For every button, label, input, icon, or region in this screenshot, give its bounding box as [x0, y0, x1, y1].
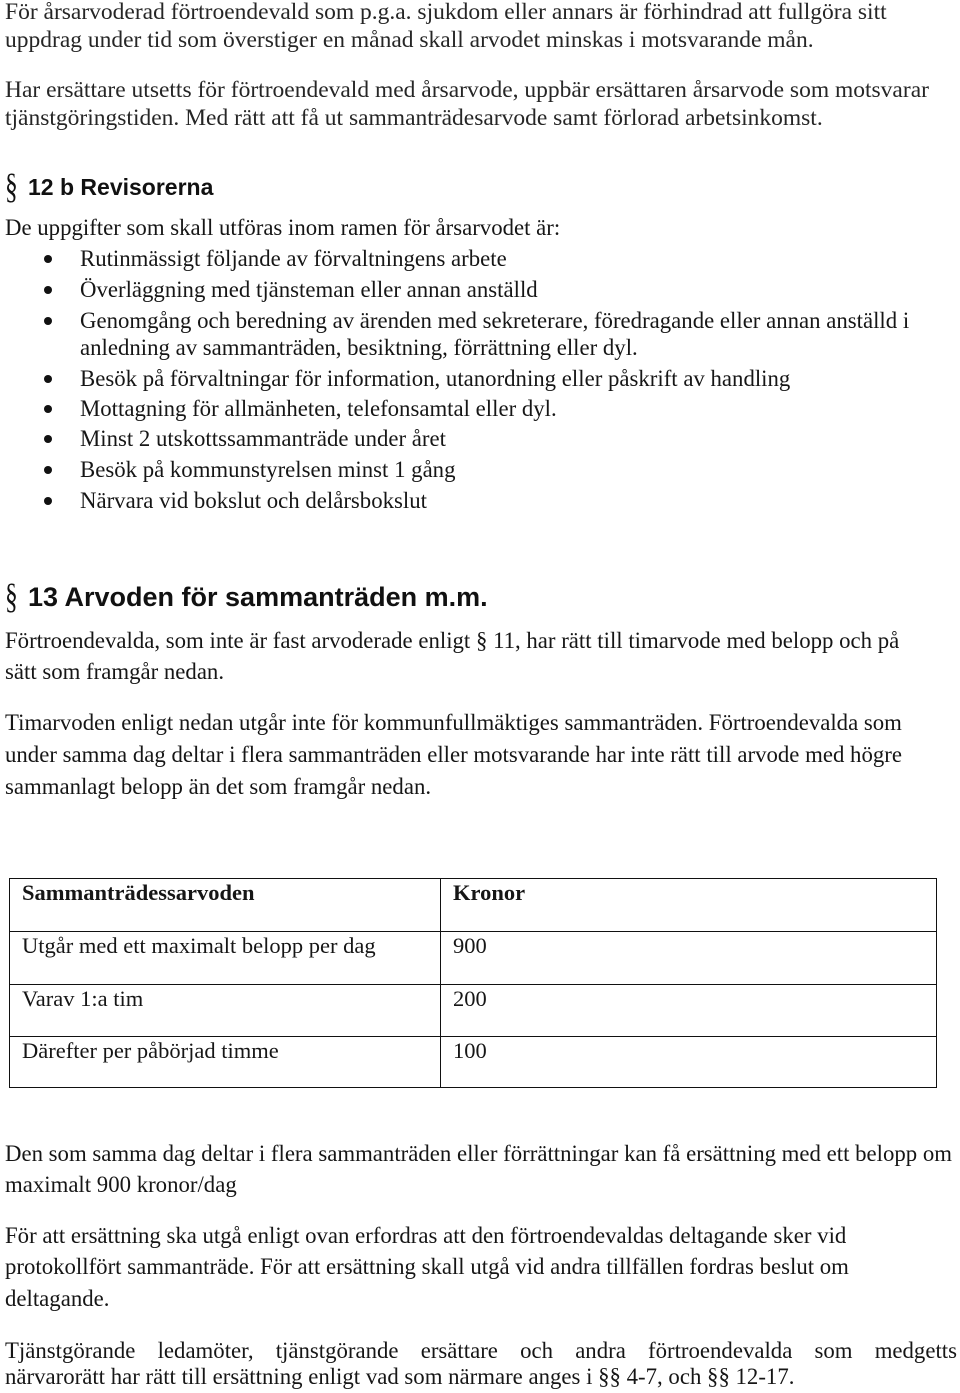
section-lead: De uppgifter som skall utföras inom ramen för årsarvodet är:: [5, 215, 561, 240]
list-item-text: Genomgång och beredning av ärenden med sekreterare, föredragande eller annan anställd i: [80, 308, 910, 333]
list-item-text: Besök på kommunstyrelsen minst 1 gång: [80, 457, 456, 482]
section-title: 12 b Revisorerna: [28, 173, 214, 200]
paragraph-line: deltagande.: [5, 1286, 110, 1311]
list-item-text: Besök på förvaltningar för information, utanordning eller påskrift av handling: [80, 366, 791, 391]
paragraph-line: uppdrag under tid som överstiger en månad skall arvodet minskas i motsvarande mån.: [5, 27, 814, 53]
fee-table: [9, 878, 937, 1088]
section-sign: §: [5, 166, 18, 207]
bullet-icon: [44, 286, 52, 294]
list-item-text: anledning av sammanträden, besiktning, förrättning eller dyl.: [80, 335, 638, 360]
paragraph-line: maximalt 900 kronor/dag: [5, 1172, 237, 1197]
paragraph-line: tjänstgöringstiden. Med rätt att få ut sammanträdesarvode samt förlorad arbetsinkomst.: [5, 105, 823, 131]
paragraph-line: För att ersättning ska utgå enligt ovan erfordras att den förtroendevaldas deltagande sker vid: [5, 1223, 847, 1248]
paragraph-line: sammanlagt belopp än det som framgår nedan.: [5, 774, 432, 799]
table-cell: Varav 1:a tim: [10, 985, 441, 1036]
table-header-cell: Kronor: [453, 880, 526, 905]
table-cell: Därefter per påbörjad timme: [10, 1037, 441, 1087]
section-heading-12b: [5, 166, 214, 207]
table-cell: 900: [453, 933, 487, 958]
paragraph-line: närvarorätt har rätt till ersättning enligt vad som närmare anges i §§ 4-7, och §§ 12-17.: [5, 1364, 795, 1389]
bullet-icon: [44, 375, 52, 383]
paragraph-line: Den som samma dag deltar i flera sammanträden eller förrättningar kan få ersättning med ett belopp om: [5, 1141, 952, 1166]
paragraph-line: Förtroendevalda, som inte är fast arvoderade enligt § 11, har rätt till timarvode med belopp och på: [5, 628, 900, 653]
list-item: [0, 487, 960, 515]
table-row: [10, 932, 936, 985]
bullet-icon: [44, 435, 52, 443]
table-header-row: [10, 879, 936, 932]
list-item-text: Närvara vid bokslut och delårsbokslut: [80, 488, 427, 513]
list-item-text: Överläggning med tjänsteman eller annan anställd: [80, 277, 538, 302]
list-item: [0, 365, 960, 393]
bullet-icon: [44, 317, 52, 325]
table-cell: 200: [453, 986, 487, 1011]
table-cell: Utgår med ett maximalt belopp per dag: [10, 932, 441, 984]
bullet-icon: [44, 405, 52, 413]
paragraph-line: protokollfört sammanträde. För att ersättning skall utgå vid andra tillfällen fordras beslut om: [5, 1254, 849, 1279]
list-item: [0, 456, 960, 484]
section-heading-13: [5, 576, 488, 617]
bullet-icon: [44, 497, 52, 505]
table-header-cell: Sammanträdessarvoden: [10, 879, 441, 931]
list-item: [0, 245, 960, 273]
list-item-text: Mottagning för allmänheten, telefonsamtal eller dyl.: [80, 396, 557, 421]
paragraph-line: För årsarvoderad förtroendevald som p.g.a. sjukdom eller annars är förhindrad att fullgöra sitt: [5, 0, 887, 25]
bullet-icon: [44, 466, 52, 474]
table-cell: 100: [453, 1038, 487, 1063]
paragraph-line: under samma dag deltar i flera sammanträden eller motsvarande har inte rätt till arvode med högre: [5, 742, 902, 767]
section-sign: §: [5, 576, 18, 617]
list-item: [0, 395, 960, 423]
table-row: [10, 985, 936, 1037]
paragraph-line: sätt som framgår nedan.: [5, 659, 225, 684]
paragraph-line: Tjänstgörande ledamöter, tjänstgörande ersättare och andra förtroendevalda som medgetts: [5, 1338, 957, 1363]
list-item-text: Minst 2 utskottssammanträde under året: [80, 426, 446, 451]
list-item: [0, 307, 960, 363]
list-item-text: Rutinmässigt följande av förvaltningens arbete: [80, 246, 507, 271]
bullet-icon: [44, 255, 52, 263]
paragraph-line: Timarvoden enligt nedan utgår inte för kommunfullmäktiges sammanträden. Förtroendevalda som: [5, 710, 902, 735]
section-title: 13 Arvoden för sammanträden m.m.: [28, 581, 488, 612]
table-row: [10, 1037, 936, 1087]
paragraph-line: Har ersättare utsetts för förtroendevald med årsarvode, uppbär ersättaren årsarvode som motsvarar: [5, 77, 929, 103]
list-item: [0, 276, 960, 304]
list-item: [0, 425, 960, 453]
